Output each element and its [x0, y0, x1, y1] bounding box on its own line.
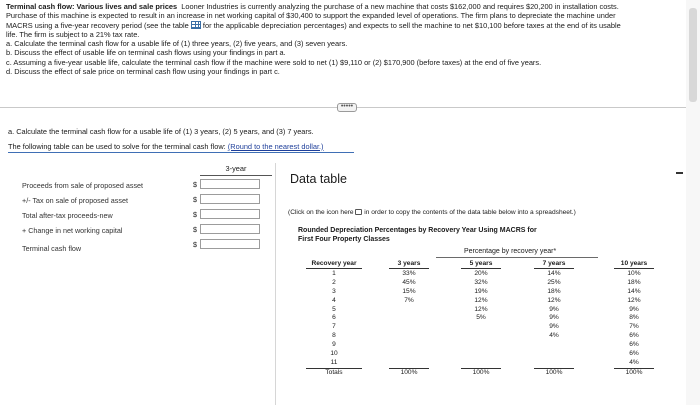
- data-table-popup: [275, 163, 687, 405]
- copy-note-text-a: (Click on the icon here: [288, 209, 354, 216]
- col-header-recovery-year: Recovery year: [311, 260, 357, 267]
- macrs-col-5-years: [461, 259, 501, 378]
- percentage-cell: [389, 332, 429, 341]
- percentage-cell: 4%: [549, 332, 559, 340]
- proceeds-input[interactable]: [200, 179, 260, 189]
- percentage-cell: 45%: [402, 278, 416, 286]
- percentage-cell: 33%: [402, 270, 416, 277]
- problem-line-3: [6, 21, 678, 30]
- percentage-cell: 100%: [545, 368, 563, 376]
- percentage-cell: 9%: [549, 305, 559, 313]
- header-rule: [614, 268, 654, 269]
- percentage-cell: [534, 359, 574, 368]
- percentage-cell: 14%: [547, 270, 561, 277]
- instruction-text: The following table can be used to solve for the terminal cash flow:: [8, 142, 226, 151]
- col-header-5-years: 5 years: [469, 260, 493, 267]
- recovery-year-cell: 4: [332, 296, 336, 304]
- percentage-cell: [461, 350, 501, 359]
- after-tax-proceeds-input[interactable]: [200, 209, 260, 219]
- percentage-cell: 9%: [629, 305, 639, 313]
- recovery-year-cell: 5: [332, 305, 336, 313]
- percentage-cell: 6%: [629, 350, 639, 358]
- percentage-header-rule: [436, 257, 598, 258]
- recovery-year-cell: 6: [332, 314, 336, 322]
- problem-title: Terminal cash flow: Various lives and sale prices: [6, 2, 178, 11]
- percentage-cell: 20%: [474, 270, 488, 277]
- problem-text-1: Looner Industries is currently analyzing the purchase of a new machine that costs $162,000 and requires $20,200 in installation costs.: [181, 2, 619, 11]
- percentage-cell: 9%: [549, 314, 559, 322]
- macrs-col-10-years: [614, 259, 654, 378]
- percentage-cell: [534, 350, 574, 359]
- percentage-cell: 4%: [629, 358, 639, 366]
- recovery-year-cell: 8: [332, 332, 336, 340]
- percentage-cell: 12%: [474, 296, 488, 304]
- vertical-scrollbar[interactable]: [686, 0, 700, 405]
- percentage-cell: [389, 314, 429, 323]
- percentage-cell: 18%: [547, 287, 561, 295]
- recovery-year-cell: 2: [332, 278, 336, 286]
- percentage-cell: [389, 341, 429, 350]
- percentage-cell: 14%: [627, 287, 641, 295]
- part-a-question: a. Calculate the terminal cash flow for a usable life of (1) 3 years, (2) 5 years, and (3) 7 years.: [8, 127, 314, 136]
- table-icon[interactable]: [191, 21, 201, 29]
- percentage-cell: 12%: [474, 305, 488, 313]
- scrollbar-thumb[interactable]: [689, 8, 697, 102]
- recovery-year-cell: Totals: [325, 368, 343, 376]
- percentage-cell: 7%: [629, 323, 639, 331]
- problem-text-3a: MACRS using a five-year recovery period (see the table: [6, 20, 189, 30]
- percentage-cell: 10%: [627, 270, 641, 277]
- col-header-3-years: 3 years: [397, 260, 421, 267]
- macrs-title-line-2: First Four Property Classes: [298, 235, 390, 243]
- problem-text-3b: for the applicable depreciation percentages) and expects to sell the machine to net $10,100 before taxes at the end of its usable: [202, 20, 621, 30]
- percentage-cell: 19%: [474, 287, 488, 295]
- currency-symbol: $: [193, 210, 197, 219]
- nwc-change-input[interactable]: [200, 224, 260, 234]
- percentage-cell: 5%: [476, 314, 486, 322]
- percentage-cell: [389, 323, 429, 332]
- recovery-year-cell: 3: [332, 287, 336, 295]
- recovery-year-cell: 11: [330, 358, 338, 366]
- instruction: [8, 142, 324, 151]
- tax-on-sale-input[interactable]: [200, 194, 260, 204]
- popup-title: Data table: [290, 172, 347, 186]
- problem-line-1: [6, 2, 678, 11]
- terminal-cash-flow-input[interactable]: [200, 239, 260, 249]
- percentage-cell: 12%: [547, 296, 561, 304]
- problem-line-4: life. The firm is subject to a 21% tax rate.: [6, 29, 140, 39]
- currency-symbol: $: [193, 225, 197, 234]
- recovery-year-cell: 1: [332, 270, 336, 277]
- row-terminal-label: Terminal cash flow: [22, 244, 82, 253]
- percentage-cell: [389, 350, 429, 359]
- percentage-cell: 7%: [404, 296, 414, 304]
- percentage-cell: 12%: [627, 296, 641, 304]
- problem-item-d: d. Discuss the effect of sale price on terminal cash flow using your findings in part c.: [6, 67, 280, 77]
- problem-item-b: b. Discuss the effect of usable life on terminal cash flows using your findings in part a.: [6, 48, 286, 58]
- currency-symbol: $: [193, 195, 197, 204]
- percentage-cell: [461, 359, 501, 368]
- copy-note: [288, 209, 576, 216]
- header-rule: [534, 268, 574, 269]
- percentage-cell: 25%: [547, 278, 561, 286]
- percentage-cell: 6%: [629, 341, 639, 349]
- recovery-year-cell: 7: [332, 323, 336, 331]
- header-rule: [306, 268, 362, 269]
- problem-item-a: a. Calculate the terminal cash flow for a usable life of (1) three years, (2) five years, and (3) seven years.: [6, 39, 348, 49]
- round-note-link[interactable]: (Round to the nearest dollar.): [227, 142, 324, 151]
- macrs-col-recovery-year: [306, 259, 362, 378]
- col-header-7-years: 7 years: [542, 260, 566, 267]
- col-header-10-years: 10 years: [620, 260, 648, 267]
- percentage-cell: 100%: [625, 368, 643, 376]
- row-nwc-label: + Change in net working capital: [22, 226, 123, 235]
- percentage-cell: [389, 306, 429, 315]
- problem-statement: [6, 2, 678, 76]
- percentage-cell: [389, 359, 429, 368]
- expand-button[interactable]: •••••: [337, 103, 357, 112]
- recovery-year-cell: 10: [330, 350, 338, 358]
- macrs-col-7-years: [534, 259, 574, 378]
- column-header-3-year: 3-year: [225, 164, 247, 173]
- copy-icon[interactable]: [355, 209, 362, 215]
- percentage-cell: 8%: [629, 314, 639, 322]
- percentage-cell: [461, 323, 501, 332]
- percentage-header: Percentage by recovery year*: [464, 248, 557, 255]
- percentage-cell: 32%: [474, 278, 488, 286]
- currency-symbol: $: [193, 180, 197, 189]
- percentage-cell: [461, 341, 501, 350]
- instruction-underline: [8, 152, 354, 153]
- header-rule: [389, 268, 429, 269]
- macrs-col-3-years: [389, 259, 429, 378]
- percentage-cell: 100%: [400, 368, 418, 376]
- recovery-year-cell: 9: [332, 341, 336, 349]
- row-after-tax-label: Total after-tax proceeds-new: [22, 211, 113, 220]
- percentage-cell: 9%: [549, 323, 559, 331]
- macrs-table-title: [298, 227, 537, 244]
- percentage-cell: [534, 341, 574, 350]
- column-header-rule: [200, 175, 272, 176]
- percentage-cell: [461, 332, 501, 341]
- percentage-cell: 100%: [472, 368, 490, 376]
- row-proceeds-label: Proceeds from sale of proposed asset: [22, 181, 144, 190]
- percentage-cell: 6%: [629, 332, 639, 340]
- percentage-cell: 15%: [402, 287, 416, 295]
- macrs-title-line-1: Rounded Depreciation Percentages by Recovery Year Using MACRS for: [298, 227, 537, 234]
- row-tax-label: +/- Tax on sale of proposed asset: [22, 196, 128, 205]
- currency-symbol: $: [193, 240, 197, 249]
- minimize-icon[interactable]: [676, 172, 683, 174]
- copy-note-text-b: in order to copy the contents of the data table below into a spreadsheet.): [364, 209, 576, 216]
- problem-line-2: Purchase of this machine is expected to result in an increase in net working capital of $30,400 to support the expanded level of operations. The firm plans to depreciate the machine under: [6, 11, 616, 21]
- percentage-cell: 18%: [627, 278, 641, 286]
- problem-item-c: c. Assuming a five-year usable life, calculate the terminal cash flow if the machine were sold to net (1) $9,110 or (2) $170,900 (before taxes) at the end of five years.: [6, 57, 542, 67]
- header-rule: [461, 268, 501, 269]
